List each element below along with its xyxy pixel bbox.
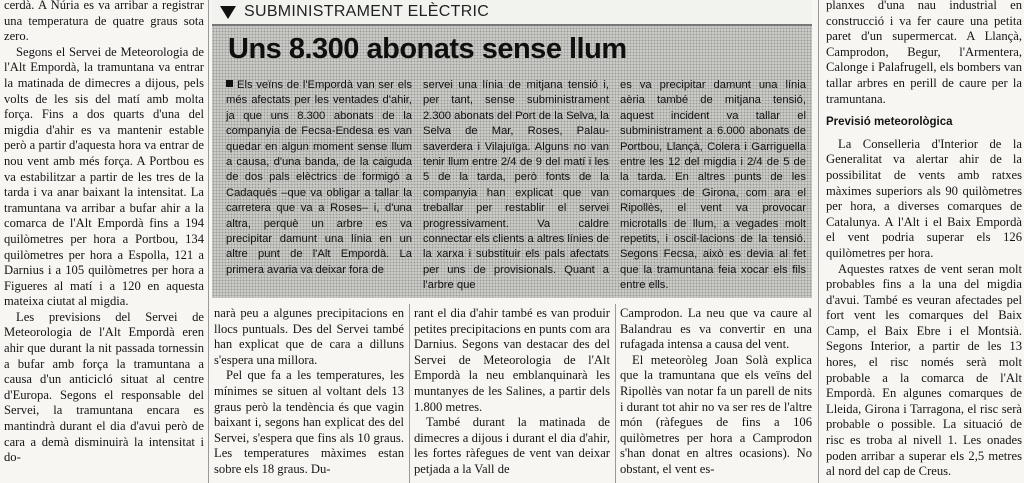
right-column [826,0,1022,483]
bottom-paragraph: rant el dia d'ahir també es van produir petites precipitacions en punts com ara Darnius. Segons van destacar des del Servei de Meteorologia de l'Alt Empordà la neu emblanquinarà les muntanyes de les Salines, a partir dels 1.800 metres. [414,306,610,414]
box-column-text: Els veïns de l'Empordà van ser els més afectats per les ventades d'ahir, ja que uns 8.300 abonats de la companyia de Fecsa-Endesa es van quedar en algun moment sense llum a causa, d'una banda, de la caiguda de dos pals elèctrics de formigó a Cadaqués –que va obligar a tallar la carretera que va a Roses– i, d'una altra, perquè un arbre es va precipitar damunt una línia en un altre punt de l'Alt Empordà. La primera avaria va deixar fora de [226,79,412,276]
right-paragraph: La Conselleria d'Interior de la Generalitat va alertar ahir de la possibilitat de vents amb ratxes màximes superiors als 90 quilòmetres per hora, a diverses comarques de Catalunya. A l'Alt i el Baix Empordà el vent podria superar els 126 quilòmetres per hora. [826,136,1022,260]
left-column [4,0,204,483]
bottom-paragraph: Pel que fa a les temperatures, les mínimes se situen al voltant dels 13 graus però la tendència és que vagin baixant i, segons han explicat des del Servei, s'espera que fins als 10 graus. Les temperatures màximes estan sobre els 18 graus. Du- [214,368,404,476]
bottom-paragraph: També durant la matinada de dimecres a dijous i durant el dia d'ahir, les fortes ràfegues de vent van deixar petjada a la Vall de [414,415,610,476]
bottom-paragraph: narà peu a algunes precipitacions en llocs puntuals. Des del Servei també han explicat que de cara a dilluns s'espera una millora. [214,306,404,367]
column-divider [818,0,819,483]
left-paragraph: Segons el Servei de Meteorologia de l'Alt Empordà, la tramuntana va entrar la matinada de dimecres a dijous, pels volts de les sis del matí amb molta força. Fins a dos quarts d'una del migdia d'ahir es va mantenir estable però a partir d'aquesta hora va entrar de nou vent amb més força. A Portbou es va estabilitzar a partir de les tres de la tarda i va anar baixant la intensitat. La tramuntana va arribar a bufar ahir a la comarca de l'Alt Empordà fins a 194 quilòmetres per hora a Portbou, 134 quilòmetres per hora a Espolla, 121 a Darnius i a 105 quilòmetres per hora a Figueres al matí i a 120 en aquesta mateixa ciutat al migdia. [4,44,204,309]
column-divider [208,0,209,483]
right-paragraph: planxes d'una nau industrial en construcció i va fer caure una petita paret d'un supermercat. A Llançà, Camprodon, Begur, l'Armentera, Calonge i Palafrugell, els bombers van tallar arbres en perill de caure per la tramuntana. [826,0,1022,106]
featured-box [212,0,812,298]
bottom-column-1 [214,306,404,483]
triangle-down-icon [220,6,236,19]
section-subhead: Previsió meteorològica [826,116,953,129]
bottom-column-2 [414,306,610,483]
left-paragraph: cerdà. A Núria es va arribar a registrar una temperatura de quatre graus sota zero. [4,0,204,44]
rubric-label: SUBMINISTRAMENT ELÈCTRIC [244,3,490,20]
headline: Uns 8.300 abonats sense llum [228,33,627,65]
bullet-square-icon [226,80,233,87]
bottom-paragraph: Camprodon. La neu que va caure al Balandrau es va convertir en una rufagada intensa a causa del vent. [620,306,812,352]
box-column-1 [226,78,412,292]
box-column-2 [423,78,609,292]
box-column-text: servei una línia de mitjana tensió i, per tant, sense subministrament 2.300 abonats del Port de la Selva, la Selva de Mar, Roses, Palau-saverdera i Vilajuïga. Alguns no van tenir llum entre 2/4 de 9 del matí i les 5 de la tarda, però fonts de la companyia han explicat que van treballar per restablir el servei progressivament. Va caldre connectar els clients a altres línies de la xarxa i substituir els pals afectats per uns de provisionals. Quant a l'arbre que [423,79,609,292]
column-divider [615,304,616,483]
right-paragraph: Aquestes ratxes de vent seran molt probables fins a la una del migdia d'avui. També es veuran afectades pel fort vent les comarques del Baix Camp, el Baix Ebre i el Montsià. Segons Interior, a partir de les 13 hores, el risc només serà molt probable a la comarca de l'Alt Empordà. En algunes comarques de Lleida, Girona i Tarragona, el risc serà probable o possible. La situació de risc es troba al nivell 1. Les onades poden arribar a superar els 2,5 metres al nord del cap de Creus. [826,261,1022,479]
box-column-text: es va precipitar damunt una línia aèria també de mitjana tensió, aquest incident va tallar el subministrament a 6.000 abonats de Portbou, Llançà, Colera i Garriguella entre les 12 del migdia i 2/4 de 5 de la tarda. En altres punts de les comarques de Girona, com ara el Ripollès, el vent va provocar microtalls de llum, a vegades molt repetits, i oscil·lacions de la tensió. Segons Fecsa, això es devia al fet que la tramuntana feia xocar els fils entre ells. [620,79,806,292]
bottom-paragraph: El meteoròleg Joan Solà explica que la tramuntana que els veïns del Ripollès van notar fa un parell de nits i durant tot ahir no va ser res de l'altre món (ràfegues de fins a 106 quilòmetres per hora a Camprodon s'han donat en altres ocasions). No obstant, el vent es- [620,352,812,476]
column-divider [409,304,410,483]
left-paragraph: Les previsions del Servei de Meteorologia de l'Alt Empordà eren ahir que durant la nit passada tornessin a bufar amb força la tramuntana a causa d'un anticicló situat al centre d'Europa. Segons el responsable del Servei, la tramuntana encara es mantindrà durant el dia d'avui però de cara a demà disminuirà la intensitat i do- [4,309,204,465]
box-column-3 [620,78,806,292]
rubric-bar [212,0,812,26]
bottom-column-3 [620,306,812,483]
